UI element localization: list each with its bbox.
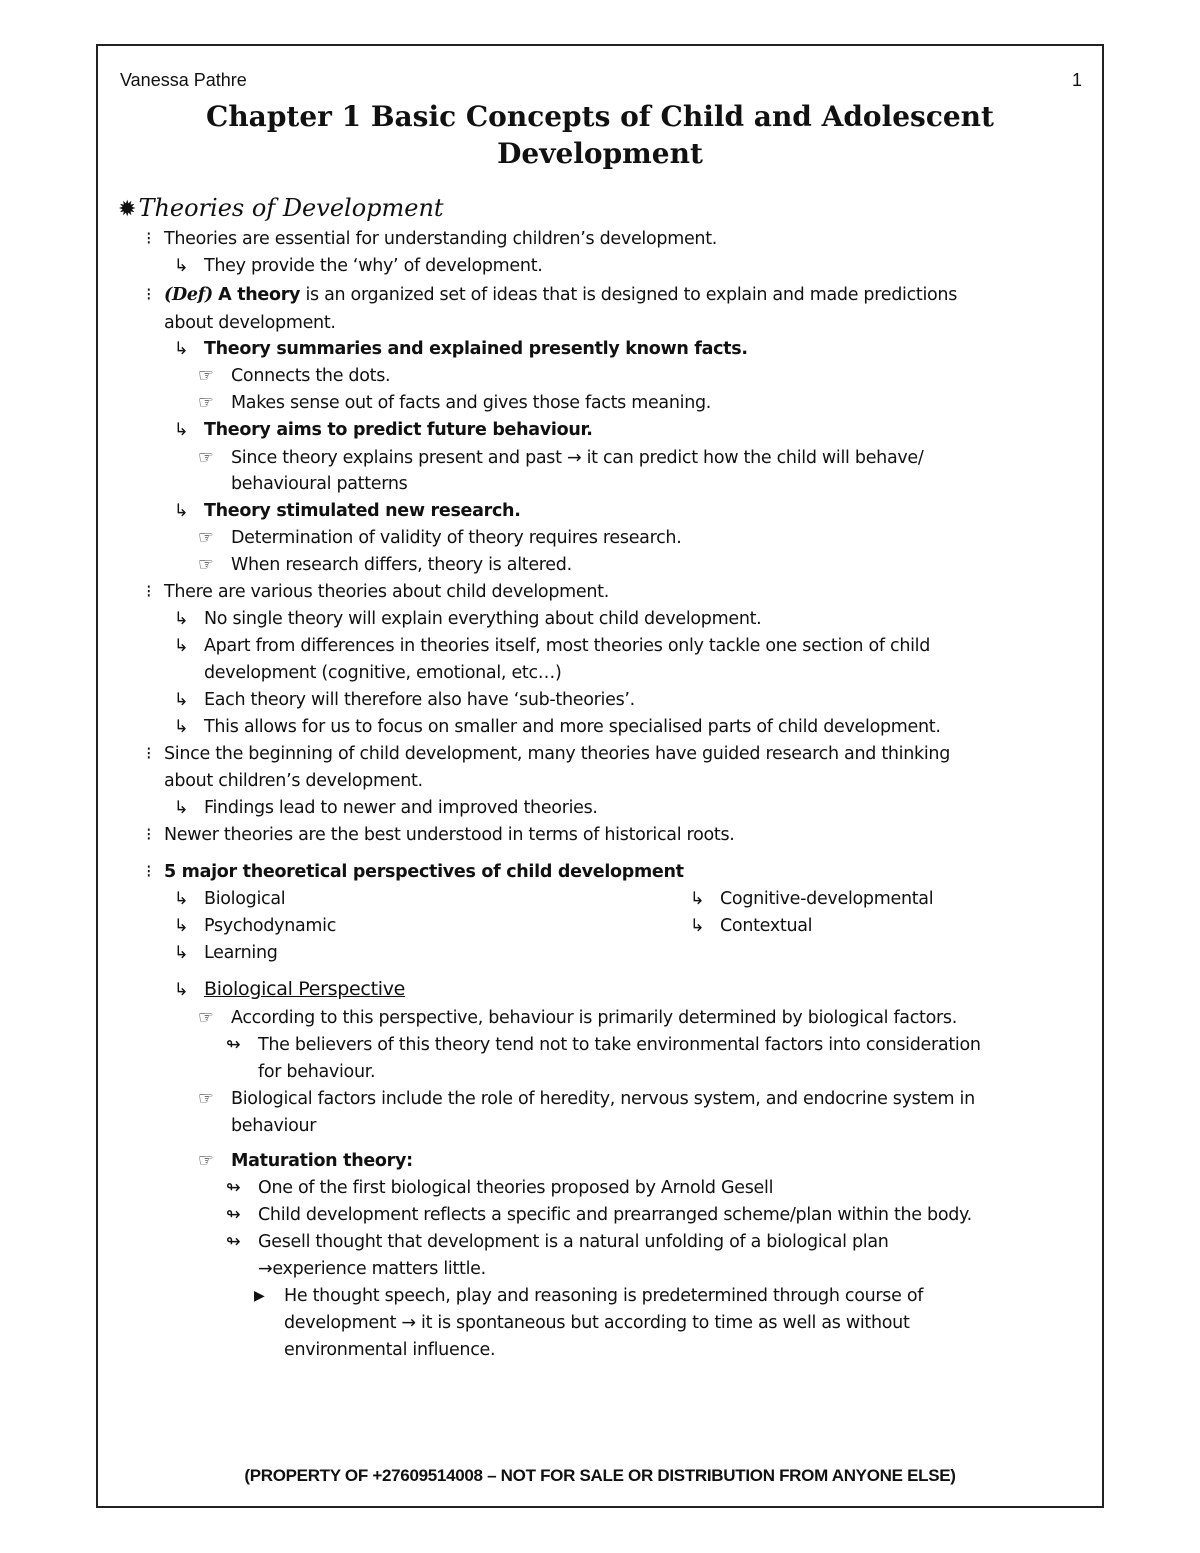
arrow-icon: ↳	[174, 690, 189, 710]
arrow-icon: ↳	[174, 636, 189, 656]
triangle-icon: ▶	[254, 1288, 265, 1304]
subsection-heading: Biological Perspective	[204, 978, 406, 1000]
list-item-continuation: behavioural patterns	[231, 474, 408, 494]
bullet-icon: ⁝	[146, 582, 152, 602]
section-heading	[118, 194, 444, 222]
arrow-icon: ↳	[174, 798, 189, 818]
bullet-icon: ⁝	[146, 862, 152, 882]
author-name: Vanessa Pathre	[120, 70, 247, 90]
list-item-continuation: environmental influence.	[284, 1340, 496, 1360]
pointing-hand-icon: ☞	[198, 1008, 214, 1028]
arrow-icon: ↳	[174, 889, 189, 909]
arrow-icon: ↳	[174, 980, 189, 1000]
bullet-icon: ⁝	[146, 825, 152, 845]
arrow-icon: ↳	[174, 501, 189, 521]
pointing-hand-icon: ☞	[198, 448, 214, 468]
title-line-1: Chapter 1 Basic Concepts of Child and Adolescent	[206, 100, 994, 133]
pointing-hand-icon: ☞	[198, 393, 214, 413]
list-item-continuation: about children’s development.	[164, 771, 423, 791]
curved-arrow-icon: ↬	[226, 1035, 241, 1055]
arrow-icon: ↳	[174, 609, 189, 629]
arrow-icon: ↳	[174, 420, 189, 440]
curved-arrow-icon: ↬	[226, 1178, 241, 1198]
arrow-icon: ↳	[174, 943, 189, 963]
arrow-icon: ↳	[174, 339, 189, 359]
list-item-continuation: for behaviour.	[258, 1062, 376, 1082]
pointing-hand-icon: ☞	[198, 366, 214, 386]
splash-icon: ✹	[118, 197, 137, 222]
footer-notice: (PROPERTY OF +27609514008 – NOT FOR SALE OR DISTRIBUTION FROM ANYONE ELSE)	[244, 1466, 956, 1485]
pointing-hand-icon: ☞	[198, 528, 214, 548]
list-item-continuation: development → it is spontaneous but according to time as well as without	[284, 1313, 910, 1333]
arrow-icon: ↳	[174, 717, 189, 737]
arrow-icon: ↳	[174, 916, 189, 936]
document-page: Vanessa Pathre 1 Chapter 1 Basic Concepts of Child and Adolescent Development ✹Theories of Development ⁝ Theories are essential for understanding children’s development. ↳ They provide the ‘why’ of development. ⁝ (Def) A theory is an organized set of ideas that is designed to explain and made predictions about development. ↳ Theory summaries and explained presently known facts. ☞ Connects the dots. ☞ Makes sense out of facts and gives those facts meaning. ↳ Theory aims to predict future behaviour. ☞ Since theory explains present and past → it can predict how the child will behave/ behavioural patterns ↳ Theory stimulated new research. ☞ Determination of validity of theory requires research. ☞ When research differs, theory is altered. ⁝ There are various theories about child development. ↳ No single theory will explain everything about child development. ↳ Apart from differences in theories itself, most theories only tackle one section of child development (cognitive, emotional, etc…) ↳ Each theory will therefore also have ‘sub-theories’. ↳ This allows for us to focus on smaller and more specialised parts of child development. ⁝ Since the beginning of child development, many theories have guided research and thinking about children’s development. ↳ Findings lead to newer and improved theories. ⁝ Newer theories are the best understood in terms of historical roots. ⁝ 5 major theoretical perspectives of child development ↳ Biological ↳ Cognitive-developmental ↳ Psychodynamic ↳ Contextual ↳ Learning ↳ Biological Perspective ☞ According to this perspective, behaviour is primarily determined by biological factors. ↬ The believers of this theory tend not to take environmental factors into consideration for behaviour. ☞ Biological factors include the role of heredity, nervous system, and endocrine system in behaviour ☞ Maturation theory: ↬ One of the first biological theories proposed by Arnold Gesell ↬ Child development reflects a specific and prearranged scheme/plan within the body. ↬ Gesell thought that development is a natural unfolding of a biological plan →experience matters little. ▶ He thought speech, play and reasoning is predetermined through course of development → it is spontaneous but according to time as well as without environmental influence. (PROPERTY OF +27609514008 – NOT FOR SALE OR DISTRIBUTION FROM ANYONE ELSE)	[96, 44, 1104, 1508]
page-title	[98, 98, 1102, 172]
bullet-icon: ⁝	[146, 744, 152, 764]
list-item-continuation: behaviour	[231, 1116, 317, 1136]
list-item-continuation: →experience matters little.	[258, 1259, 486, 1279]
arrow-icon: ↳	[690, 916, 705, 936]
bullet-icon: ⁝	[146, 285, 152, 305]
page-number: 1	[1071, 70, 1082, 90]
title-line-2: Development	[497, 137, 703, 170]
curved-arrow-icon: ↬	[226, 1232, 241, 1252]
bullet-icon: ⁝	[146, 229, 152, 249]
arrow-icon: ↳	[174, 256, 189, 276]
section-heading-text: Theories of Development	[138, 194, 444, 222]
list-item-continuation: about development.	[164, 313, 336, 333]
def-tag: (Def)	[164, 285, 213, 305]
pointing-hand-icon: ☞	[198, 1151, 214, 1171]
list-item-continuation: development (cognitive, emotional, etc…)	[204, 663, 562, 683]
pointing-hand-icon: ☞	[198, 555, 214, 575]
pointing-hand-icon: ☞	[198, 1089, 214, 1109]
curved-arrow-icon: ↬	[226, 1205, 241, 1225]
arrow-icon: ↳	[690, 889, 705, 909]
